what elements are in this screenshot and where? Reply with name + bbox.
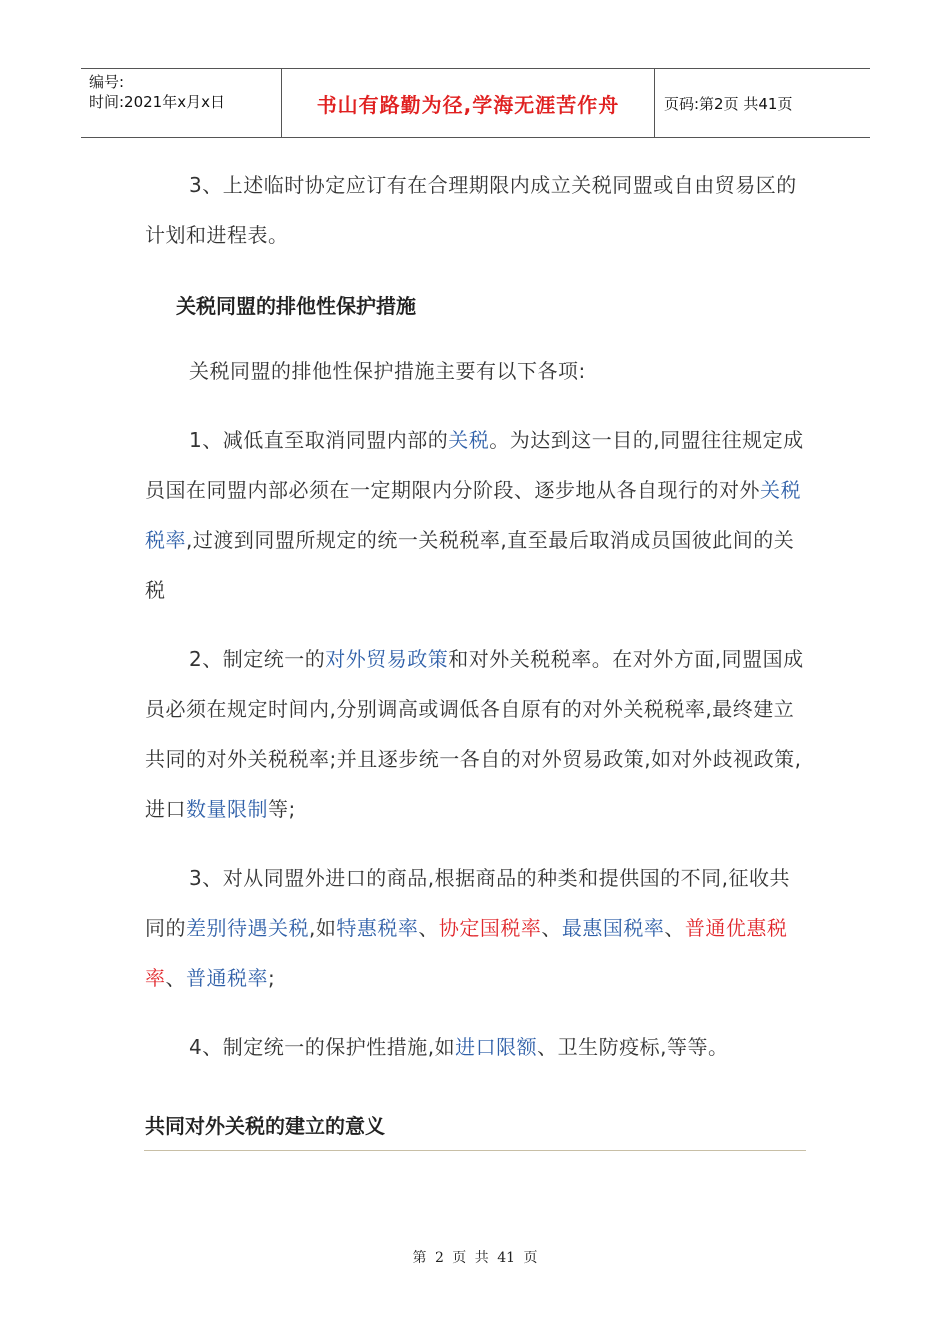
- separator: 、: [418, 916, 439, 940]
- header-meta: [81, 69, 281, 137]
- link-tariff-rate[interactable]: 关税税率: [145, 478, 801, 552]
- page-footer: 第 2 页 共 41 页: [412, 1250, 538, 1266]
- header-page-label: 页码:第2页 共41页: [664, 94, 793, 113]
- link-tariff[interactable]: 关税: [448, 428, 490, 452]
- paragraph-2: 关税同盟的排他性保护措施主要有以下各项:: [189, 359, 586, 383]
- paragraph-4-text-b: 和对外关税税率。在对外方面,同盟国成员必须在规定时间内,分别调高或调低各自原有的对外关税税率,最终建立共同的对外关税税率;并且逐步统一各自的对外贸易政策,如对外歧视政策,进口: [145, 647, 804, 821]
- paragraph-5-text-b: ,如: [309, 916, 337, 940]
- document-number-label: 编号:: [89, 73, 125, 91]
- paragraph-6-text-a: 4、制定统一的保护性措施,如: [189, 1035, 456, 1059]
- link-agreement-rate[interactable]: 协定国税率: [438, 916, 542, 940]
- document-time-label: 时间:2021年x月x日: [89, 93, 225, 111]
- section-divider: [144, 1150, 806, 1151]
- separator: 、: [165, 966, 186, 990]
- link-import-quota[interactable]: 进口限额: [455, 1035, 538, 1059]
- paragraph-3-text-b: 。为达到这一目的,同盟往往规定成员国在同盟内部必须在一定期限内分阶段、逐步地从各自现行的对外: [145, 428, 804, 502]
- separator: 、: [664, 916, 685, 940]
- header-motto: 书山有路勤为径,学海无涯苦作舟: [281, 69, 655, 137]
- paragraph-5: [145, 853, 810, 1003]
- paragraph-4-text-c: 等;: [268, 797, 296, 821]
- paragraph-1: 3、上述临时协定应订有在合理期限内成立关税同盟或自由贸易区的计划和进程表。: [145, 173, 797, 247]
- paragraph-6-text-b: 、卫生防疫标,等等。: [537, 1035, 729, 1059]
- paragraph-5-text-c: ;: [268, 966, 276, 990]
- link-mfn-rate[interactable]: 最惠国税率: [561, 916, 665, 940]
- section-heading-exclusive-measures: 关税同盟的排他性保护措施: [176, 294, 416, 318]
- paragraph-3: [145, 415, 810, 615]
- paragraph-5-text-a: 3、对从同盟外进口的商品,根据商品的种类和提供国的不同,征收共同的: [145, 866, 790, 940]
- link-differential-tariff[interactable]: 差别待遇关税: [186, 916, 309, 940]
- link-general-rate[interactable]: 普通税率: [186, 966, 268, 990]
- paragraph-3-text-a: 1、减低直至取消同盟内部的: [189, 428, 449, 452]
- link-preferential-rate[interactable]: 特惠税率: [336, 916, 419, 940]
- paragraph-6: [145, 1022, 810, 1072]
- link-quantity-restriction[interactable]: 数量限制: [186, 797, 268, 821]
- paragraph-3-text-c: ,过渡到同盟所规定的统一关税税率,直至最后取消成员国彼此间的关税: [145, 528, 795, 602]
- link-foreign-trade-policy[interactable]: 对外贸易政策: [325, 647, 449, 671]
- link-general-preferential-rate[interactable]: 普通优惠税率: [145, 916, 788, 990]
- separator: 、: [541, 916, 562, 940]
- paragraph-4: [145, 634, 810, 834]
- paragraph-4-text-a: 2、制定统一的: [189, 647, 326, 671]
- page-header: [81, 68, 870, 138]
- section-heading-common-tariff-significance: 共同对外关税的建立的意义: [145, 1114, 385, 1138]
